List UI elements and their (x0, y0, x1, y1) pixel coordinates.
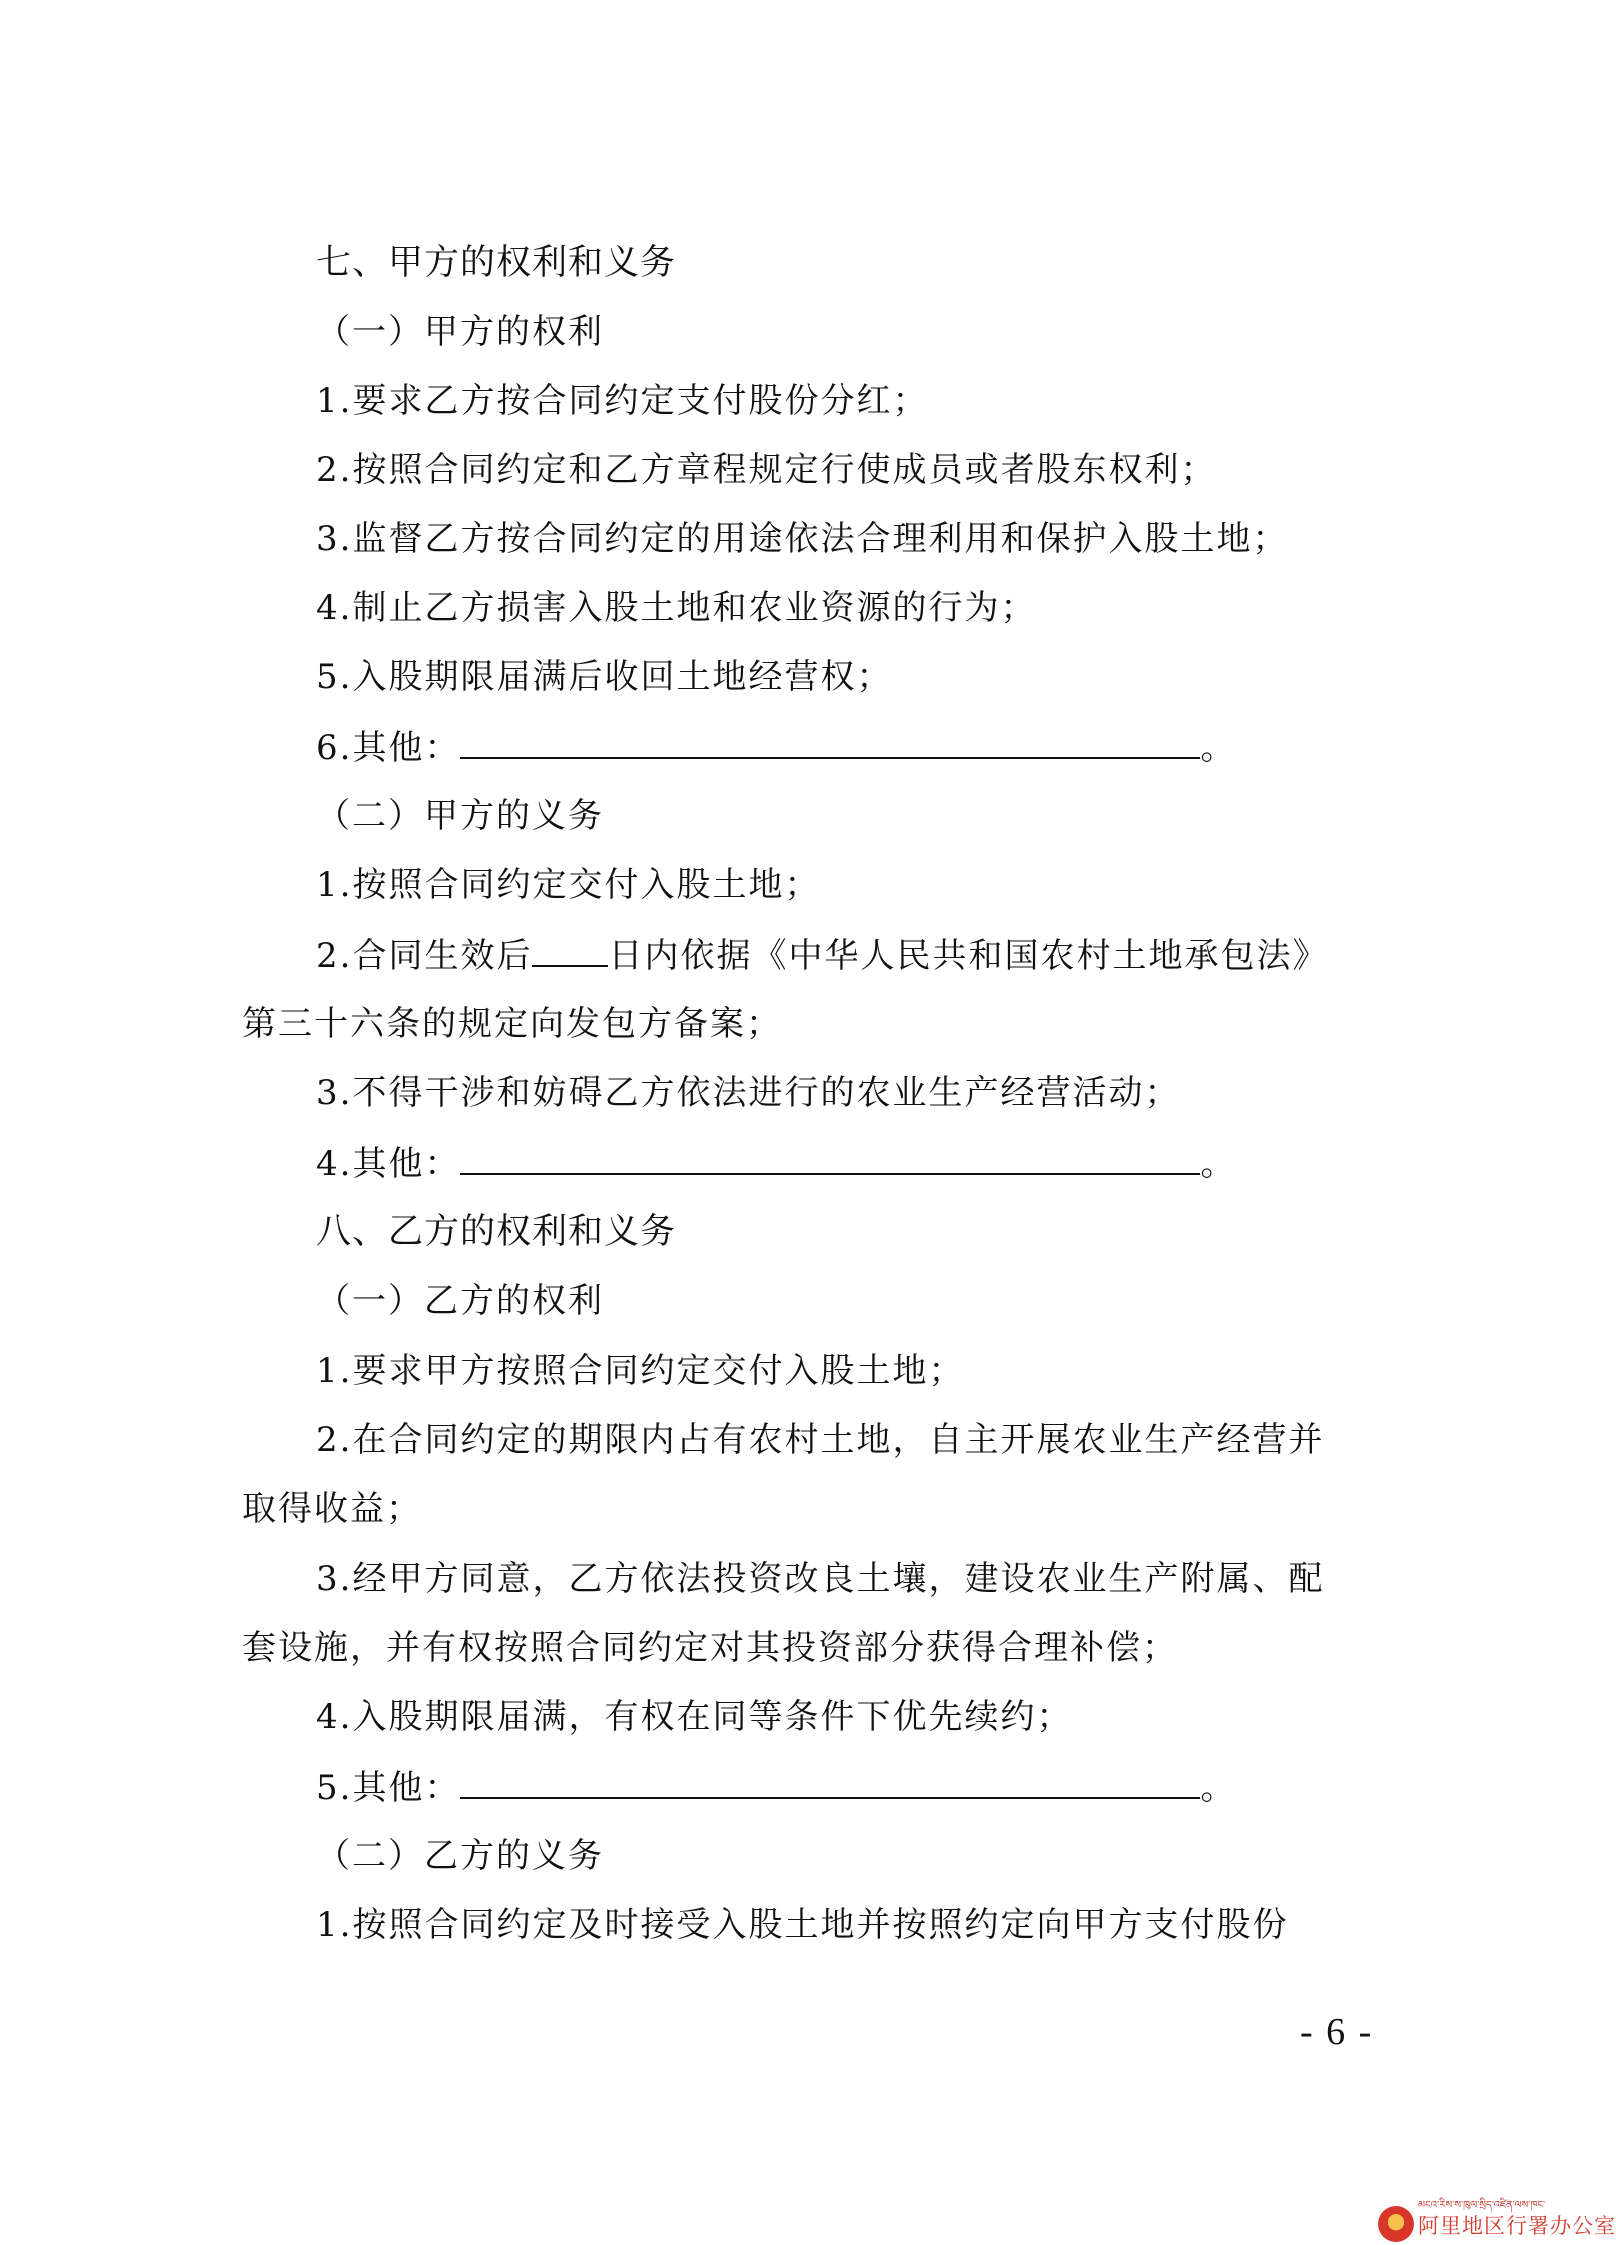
subsection-heading: （一）甲方的权利 (316, 312, 604, 352)
section-7-title: 七、甲方的权利和义务 (316, 243, 677, 283)
subsection-heading: （一）乙方的权利 (316, 1281, 604, 1321)
emblem-icon (1378, 2206, 1414, 2242)
list-item: 4.制止乙方损害入股土地和农业资源的行为； (316, 588, 1037, 628)
other-label: 6.其他： (316, 728, 461, 768)
list-item: 3.监督乙方按合同约定的用途依法合理利用和保护入股土地； (316, 519, 1289, 559)
watermark-office-name: 阿里地区行署办公室 (1418, 2214, 1616, 2238)
subsection-heading: （二）乙方的义务 (316, 1836, 604, 1876)
list-item: 1.要求甲方按照合同约定交付入股土地； (316, 1351, 965, 1391)
list-item: 1.要求乙方按合同约定支付股份分红； (316, 381, 929, 421)
page-number: - 6 - (1300, 2011, 1374, 2053)
days-blank (532, 935, 608, 967)
office-watermark (1378, 2192, 1616, 2245)
duty-text-post: 日内依据《中华人民共和国农村土地承包法》 (608, 936, 1329, 976)
list-item: 3.不得干涉和妨碍乙方依法进行的农业生产经营活动； (316, 1073, 1181, 1113)
list-item-other (316, 1767, 1236, 1808)
list-item: 2.在合同约定的期限内占有农村土地，自主开展农业生产经营并 (316, 1420, 1325, 1460)
list-item (316, 935, 1328, 976)
fill-in-blank (460, 1767, 1200, 1799)
list-item: 5.入股期限届满后收回土地经营权； (316, 657, 893, 697)
list-item-other (316, 1143, 1236, 1184)
list-item: 3.经甲方同意，乙方依法投资改良土壤，建设农业生产附属、配 (316, 1559, 1325, 1599)
end-mark: 。 (1200, 728, 1237, 768)
duty-text-pre: 2.合同生效后 (316, 936, 533, 976)
fill-in-blank (460, 1143, 1200, 1175)
list-item: 2.按照合同约定和乙方章程规定行使成员或者股东权利； (316, 450, 1217, 490)
list-item-continuation: 取得收益； (242, 1489, 422, 1529)
list-item: 1.按照合同约定及时接受入股土地并按照约定向甲方支付股份 (316, 1905, 1289, 1945)
list-item-continuation: 套设施，并有权按照合同约定对其投资部分获得合理补偿； (242, 1628, 1178, 1668)
list-item: 4.入股期限届满，有权在同等条件下优先续约； (316, 1697, 1073, 1737)
watermark-tibetan-text: མངའ་རིས་ས་ཁུལ་སྲིད་འཛིན་ལས་ཁང་ (1418, 2200, 1546, 2211)
end-mark: 。 (1200, 1768, 1237, 1808)
list-item-continuation: 第三十六条的规定向发包方备案； (242, 1004, 782, 1044)
end-mark: 。 (1200, 1144, 1237, 1184)
list-item-other (316, 727, 1236, 768)
subsection-heading: （二）甲方的义务 (316, 796, 604, 836)
section-8-title: 八、乙方的权利和义务 (316, 1212, 677, 1252)
other-label: 4.其他： (316, 1144, 461, 1184)
fill-in-blank (460, 727, 1200, 759)
other-label: 5.其他： (316, 1768, 461, 1808)
list-item: 1.按照合同约定交付入股土地； (316, 865, 821, 905)
